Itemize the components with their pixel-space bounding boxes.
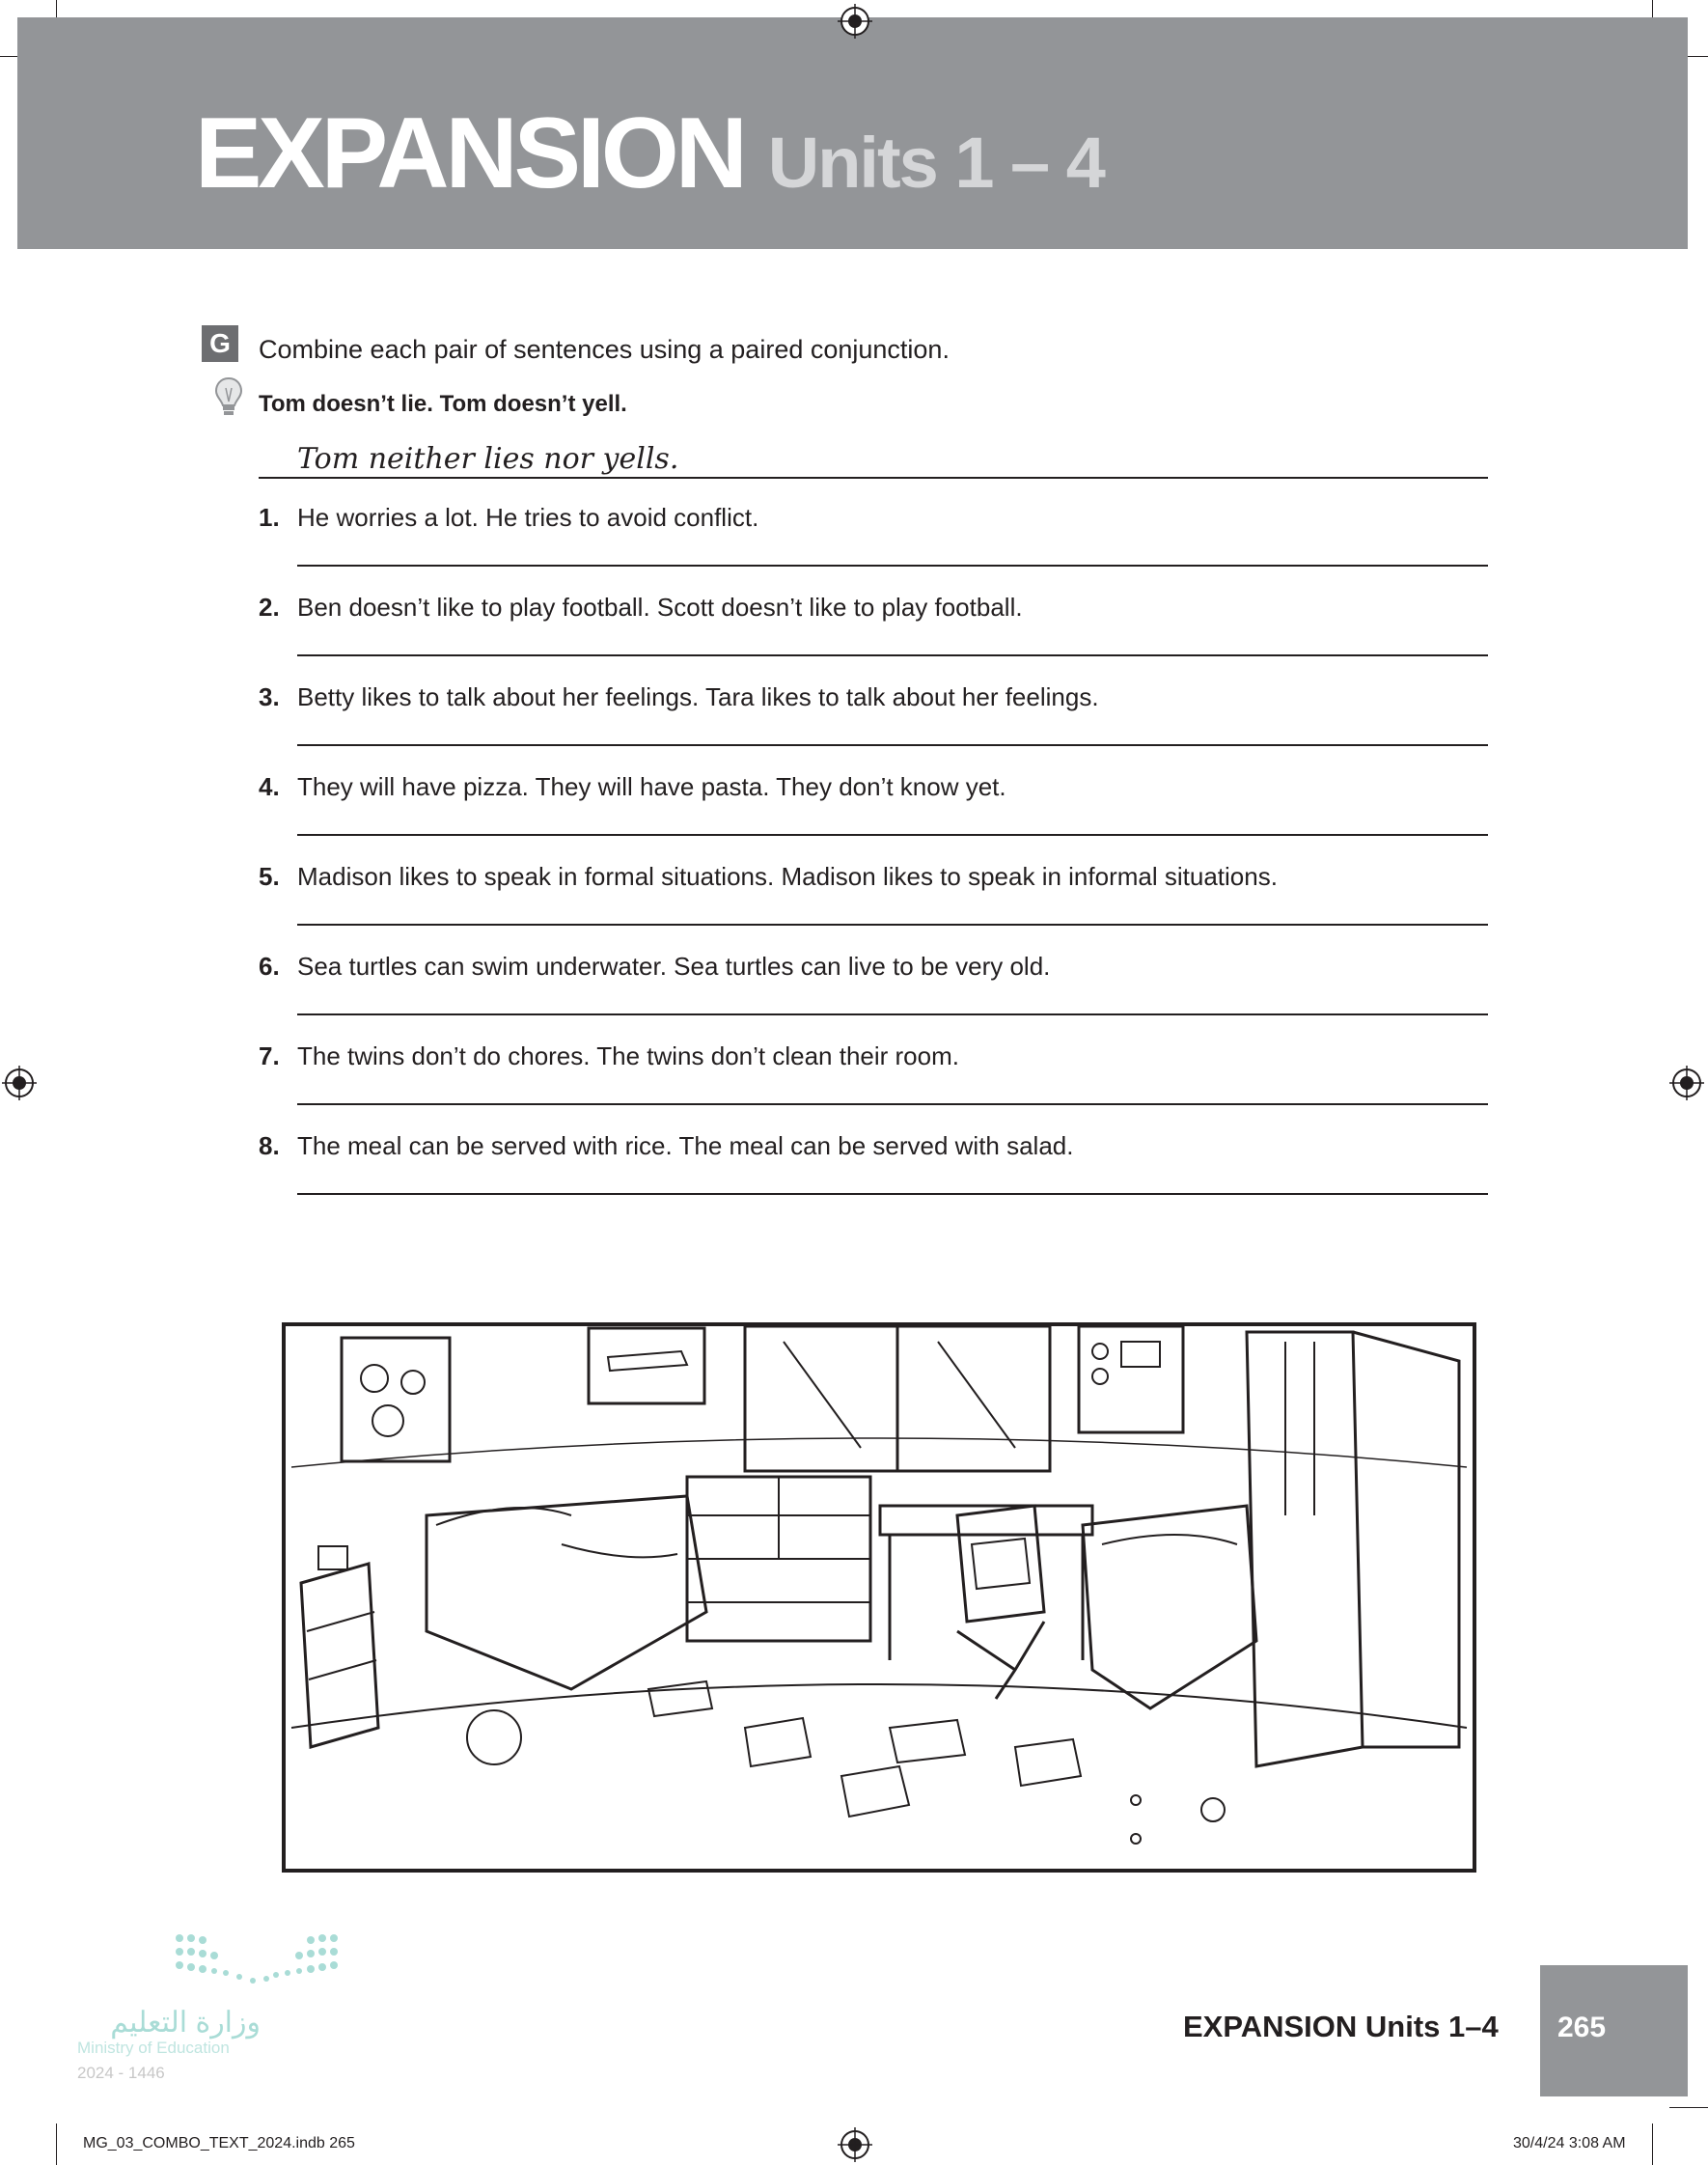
ministry-year: 2024 - 1446 bbox=[77, 2064, 165, 2082]
ministry-name-arabic: وزارة التعليم bbox=[110, 2007, 261, 2039]
answer-line[interactable] bbox=[297, 744, 1488, 746]
title-sub: Units 1 – 4 bbox=[767, 123, 1104, 203]
item-number: 3. bbox=[259, 682, 280, 711]
exercise-badge: G bbox=[202, 325, 238, 362]
exercise-item bbox=[259, 772, 1488, 840]
exercise-item bbox=[259, 682, 1488, 750]
title-main: EXPANSION bbox=[195, 97, 744, 209]
crop-mark bbox=[1652, 2123, 1653, 2165]
exercise-item bbox=[259, 862, 1488, 930]
item-number: 2. bbox=[259, 593, 280, 622]
item-number: 7. bbox=[259, 1041, 280, 1070]
item-number: 6. bbox=[259, 952, 280, 981]
item-text: The twins don’t do chores. The twins don’t clean their room. bbox=[297, 1041, 959, 1070]
ministry-dots-icon bbox=[170, 1930, 344, 1988]
exercise-item bbox=[259, 503, 1488, 570]
ministry-logo bbox=[77, 1930, 357, 2095]
item-number: 5. bbox=[259, 862, 280, 891]
answer-line[interactable] bbox=[297, 1103, 1488, 1105]
item-text: Madison likes to speak in formal situations. Madison likes to speak in informal situations. bbox=[297, 862, 1278, 891]
item-text: They will have pizza. They will have pasta. They don’t know yet. bbox=[297, 772, 1006, 801]
item-number: 8. bbox=[259, 1131, 280, 1160]
registration-mark-icon bbox=[838, 4, 872, 39]
answer-line[interactable] bbox=[297, 654, 1488, 656]
lightbulb-icon bbox=[214, 376, 243, 419]
registration-mark-icon bbox=[2, 1066, 37, 1100]
print-slug-file: MG_03_COMBO_TEXT_2024.indb 265 bbox=[83, 2135, 355, 2151]
page-title bbox=[195, 97, 1104, 211]
answer-line[interactable] bbox=[297, 565, 1488, 567]
messy-bedroom-illustration bbox=[282, 1322, 1476, 1873]
answer-line[interactable] bbox=[297, 1013, 1488, 1015]
crop-mark bbox=[56, 2123, 57, 2165]
registration-mark-icon bbox=[838, 2127, 872, 2162]
item-number: 1. bbox=[259, 503, 280, 532]
exercise-item bbox=[259, 1131, 1488, 1199]
item-text: Ben doesn’t like to play football. Scott doesn’t like to play football. bbox=[297, 593, 1023, 622]
item-text: Betty likes to talk about her feelings. Tara likes to talk about her feelings. bbox=[297, 682, 1099, 711]
example-answer: Tom neither lies nor yells. bbox=[297, 442, 679, 476]
ministry-name-english: Ministry of Education bbox=[77, 2039, 230, 2057]
answer-line[interactable] bbox=[297, 834, 1488, 836]
exercise-item bbox=[259, 1041, 1488, 1109]
crop-mark bbox=[1669, 2107, 1708, 2108]
item-number: 4. bbox=[259, 772, 280, 801]
item-text: The meal can be served with rice. The meal can be served with salad. bbox=[297, 1131, 1074, 1160]
exercise-instruction: Combine each pair of sentences using a paired conjunction. bbox=[259, 335, 950, 364]
item-text: Sea turtles can swim underwater. Sea turtles can live to be very old. bbox=[297, 952, 1051, 981]
page-number: 265 bbox=[1557, 2012, 1607, 2043]
item-text: He worries a lot. He tries to avoid conflict. bbox=[297, 503, 759, 532]
print-slug-date: 30/4/24 3:08 AM bbox=[1513, 2135, 1626, 2151]
footer-title: EXPANSION Units 1–4 bbox=[1183, 2010, 1499, 2043]
example-answer-line bbox=[259, 477, 1488, 479]
example-prompt: Tom doesn’t lie. Tom doesn’t yell. bbox=[259, 391, 627, 417]
answer-line[interactable] bbox=[297, 924, 1488, 926]
answer-line[interactable] bbox=[297, 1193, 1488, 1195]
exercise-item bbox=[259, 952, 1488, 1019]
registration-mark-icon bbox=[1669, 1066, 1704, 1100]
exercise-item bbox=[259, 593, 1488, 660]
